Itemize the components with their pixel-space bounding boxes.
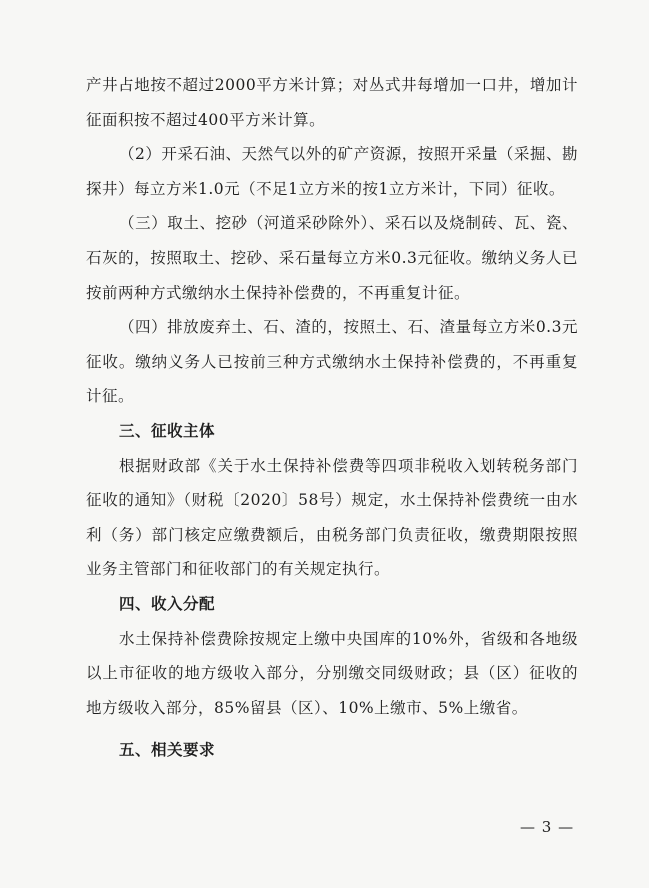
paragraph-well-area: 产井占地按不超过2000平方米计算；对丛式井每增加一口井，增加计征面积按不超过400平方米计算。 <box>86 76 578 129</box>
paragraph-mineral-extraction: （2）开采石油、天然气以外的矿产资源，按照开采量（采掘、勘探井）每立方米1.0元（不足1立方米的按1立方米计，下同）征收。 <box>86 145 578 198</box>
heading-revenue-distribution: 四、收入分配 <box>119 594 216 613</box>
document-body <box>86 68 578 768</box>
page-number: — 3 — <box>520 818 575 836</box>
paragraph-collection-subject: 根据财政部《关于水土保持补偿费等四项非税收入划转税务部门征收的通知》（财税〔2020〕58号）规定，水土保持补偿费统一由水利（务）部门核定应缴费额后，由税务部门负责征收，缴费期限按照业务主管部门和征收部门的有关规定执行。 <box>86 456 578 579</box>
paragraph-revenue-distribution: 水土保持补偿费除按规定上缴中央国库的10%外，省级和各地级以上市征收的地方级收入部分，分别缴交同级财政；县（区）征收的地方级收入部分，85%留县（区）、10%上缴市、5%上缴省。 <box>86 629 578 717</box>
heading-collection-subject: 三、征收主体 <box>119 421 216 440</box>
paragraph-waste-discharge: （四）排放废弃土、石、渣的，按照土、石、渣量每立方米0.3元征收。缴纳义务人已按前三种方式缴纳水土保持补偿费的，不再重复计征。 <box>86 318 578 406</box>
heading-related-requirements: 五、相关要求 <box>119 741 216 760</box>
paragraph-soil-sand-quarry: （三）取土、挖砂（河道采砂除外）、采石以及烧制砖、瓦、瓷、石灰的，按照取土、挖砂、采石量每立方米0.3元征收。缴纳义务人已按前两种方式缴纳水土保持补偿费的，不再重复计征。 <box>86 214 578 302</box>
